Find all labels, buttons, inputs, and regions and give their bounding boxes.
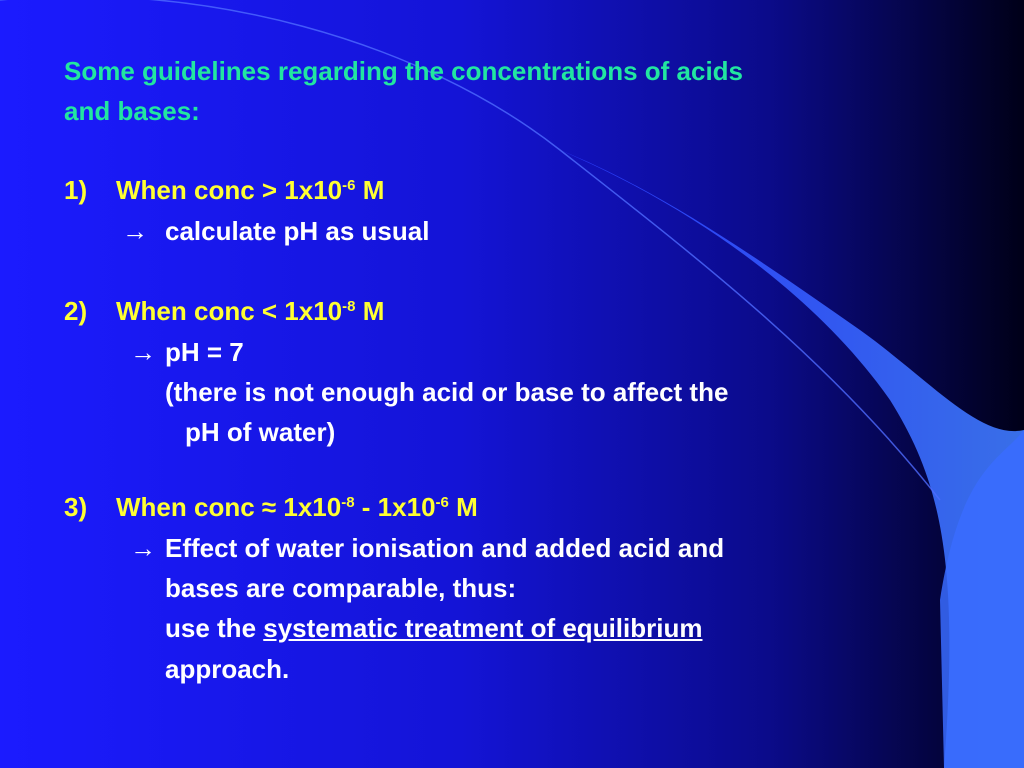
item-1-heading (116, 175, 384, 205)
slide-title-line-1: Some guidelines regarding the concentrations of acids (64, 56, 744, 86)
item-3-heading-text: When conc ≈ 1x10 (116, 492, 342, 522)
item-3-result-line-3 (165, 613, 702, 643)
item-1-exponent: -6 (342, 177, 356, 194)
item-3-heading (116, 492, 478, 522)
item-3-result-line-4: approach. (165, 654, 290, 684)
item-3-exponent-1: -8 (341, 494, 355, 511)
slide-title-line-2: and bases: (64, 96, 200, 126)
item-1-unit: M (355, 175, 385, 205)
systematic-treatment-link[interactable]: systematic treatment of equilibrium (263, 613, 703, 643)
item-2-note-line-2: pH of water) (185, 417, 336, 447)
item-1-result: calculate pH as usual (165, 216, 430, 246)
item-3-result-line-3-text: use the (165, 613, 264, 643)
item-2-exponent: -8 (342, 298, 356, 315)
item-2-heading-text: When conc < 1x10 (116, 296, 343, 326)
item-2-unit: M (355, 296, 385, 326)
item-2-arrow-icon: → (130, 337, 156, 367)
item-2-number: 2) (64, 296, 88, 326)
item-3-number: 3) (64, 492, 88, 522)
item-3-exponent-2: -6 (435, 494, 449, 511)
item-2-note-line-1: (there is not enough acid or base to affect the (165, 377, 729, 407)
item-3-arrow-icon: → (130, 533, 156, 563)
item-3-result-line-2: bases are comparable, thus: (165, 573, 517, 603)
item-2-heading (116, 296, 384, 326)
item-1-arrow-icon: → (122, 216, 148, 246)
item-3-unit: M (448, 492, 478, 522)
item-3-heading-mid: - 1x10 (354, 492, 436, 522)
item-1-heading-text: When conc > 1x10 (116, 175, 343, 205)
item-2-result: pH = 7 (165, 337, 244, 367)
item-3-result-line-1: Effect of water ionisation and added acid and (165, 533, 725, 563)
item-1-number: 1) (64, 175, 88, 205)
